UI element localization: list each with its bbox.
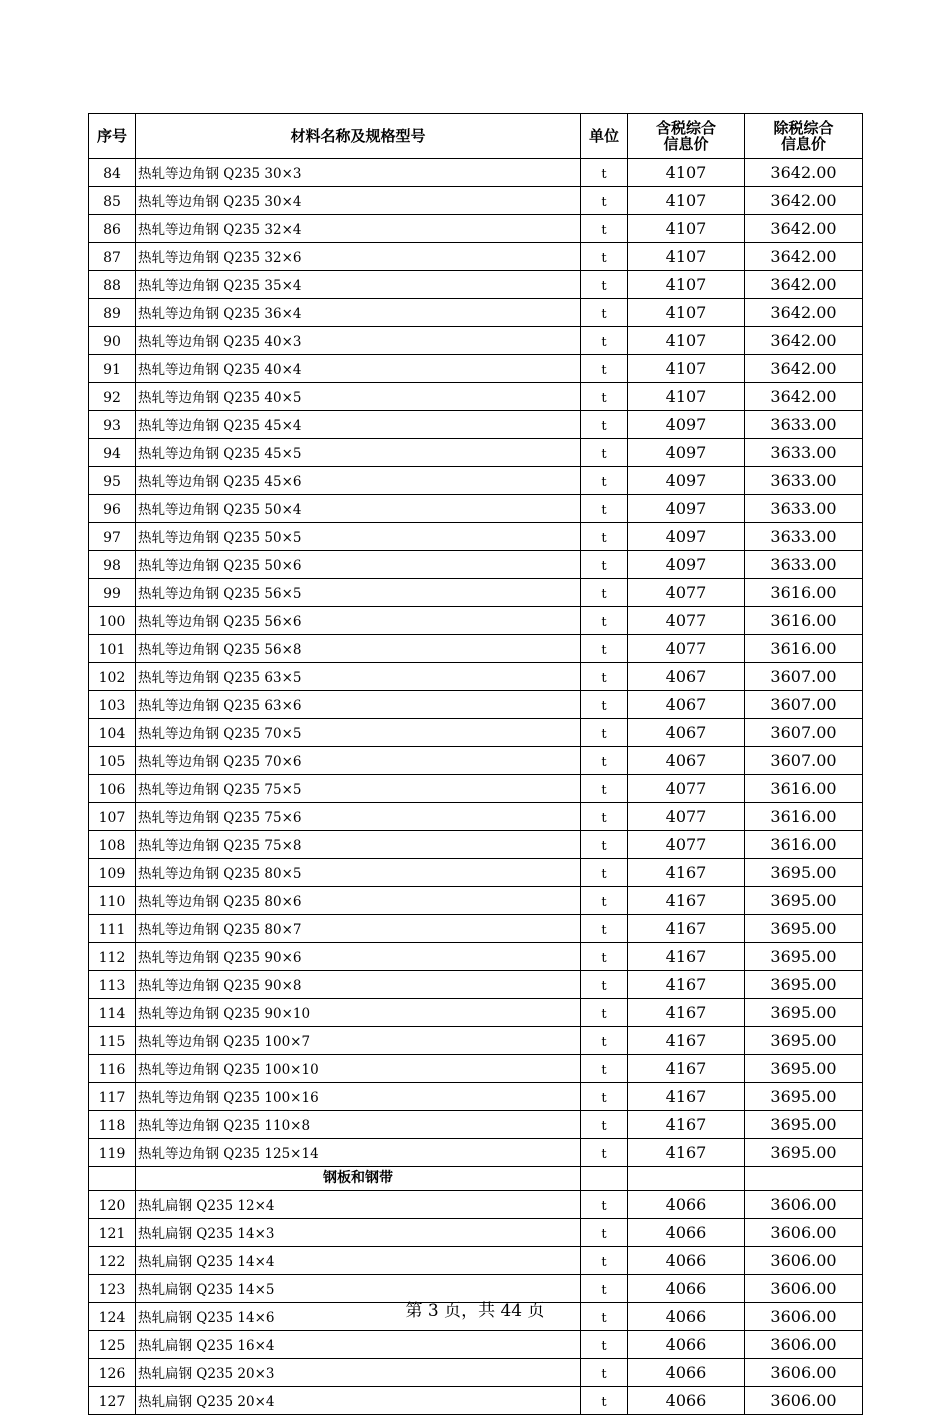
row-price-without-tax: 3695.00 bbox=[745, 887, 863, 915]
row-seq: 110 bbox=[89, 887, 136, 915]
table-row bbox=[89, 299, 863, 327]
row-seq: 99 bbox=[89, 579, 136, 607]
row-unit: t bbox=[581, 607, 628, 635]
row-material-name: 热轧等边角钢 Q235 70×5 bbox=[136, 719, 581, 747]
row-price-without-tax: 3633.00 bbox=[745, 551, 863, 579]
table-row bbox=[89, 1083, 863, 1111]
row-price-with-tax: 4167 bbox=[628, 887, 745, 915]
section-price-cell bbox=[628, 1167, 745, 1191]
row-price-without-tax: 3616.00 bbox=[745, 831, 863, 859]
row-seq: 121 bbox=[89, 1219, 136, 1247]
table-row bbox=[89, 215, 863, 243]
row-seq: 114 bbox=[89, 999, 136, 1027]
table-row bbox=[89, 1219, 863, 1247]
row-seq: 116 bbox=[89, 1055, 136, 1083]
row-price-without-tax: 3616.00 bbox=[745, 775, 863, 803]
row-price-without-tax: 3695.00 bbox=[745, 971, 863, 999]
row-seq: 117 bbox=[89, 1083, 136, 1111]
row-material-name: 热轧等边角钢 Q235 70×6 bbox=[136, 747, 581, 775]
row-price-without-tax: 3695.00 bbox=[745, 1111, 863, 1139]
table-row bbox=[89, 719, 863, 747]
row-material-name: 热轧等边角钢 Q235 36×4 bbox=[136, 299, 581, 327]
row-seq: 98 bbox=[89, 551, 136, 579]
row-price-with-tax: 4066 bbox=[628, 1303, 745, 1331]
row-material-name: 热轧等边角钢 Q235 40×4 bbox=[136, 355, 581, 383]
row-price-without-tax: 3607.00 bbox=[745, 663, 863, 691]
row-unit: t bbox=[581, 1139, 628, 1167]
row-unit: t bbox=[581, 999, 628, 1027]
row-material-name: 热轧等边角钢 Q235 40×3 bbox=[136, 327, 581, 355]
row-price-without-tax: 3606.00 bbox=[745, 1275, 863, 1303]
row-material-name: 热轧等边角钢 Q235 45×4 bbox=[136, 411, 581, 439]
row-unit: t bbox=[581, 915, 628, 943]
row-price-without-tax: 3695.00 bbox=[745, 1083, 863, 1111]
row-seq: 123 bbox=[89, 1275, 136, 1303]
row-price-with-tax: 4066 bbox=[628, 1387, 745, 1415]
row-price-with-tax: 4067 bbox=[628, 719, 745, 747]
row-unit: t bbox=[581, 971, 628, 999]
row-price-without-tax: 3633.00 bbox=[745, 411, 863, 439]
row-price-without-tax: 3695.00 bbox=[745, 859, 863, 887]
row-material-name: 热轧等边角钢 Q235 90×10 bbox=[136, 999, 581, 1027]
row-material-name: 热轧扁钢 Q235 20×4 bbox=[136, 1387, 581, 1415]
row-seq: 96 bbox=[89, 495, 136, 523]
price-table bbox=[88, 113, 863, 1415]
row-seq: 85 bbox=[89, 187, 136, 215]
header-price-with-tax-line1: 含税综合 bbox=[655, 119, 716, 137]
row-price-with-tax: 4107 bbox=[628, 299, 745, 327]
section-unit-cell bbox=[581, 1167, 628, 1191]
table-row bbox=[89, 607, 863, 635]
section-title: 钢板和钢带 bbox=[136, 1167, 581, 1191]
row-material-name: 热轧等边角钢 Q235 45×6 bbox=[136, 467, 581, 495]
row-unit: t bbox=[581, 523, 628, 551]
row-price-with-tax: 4097 bbox=[628, 495, 745, 523]
row-price-with-tax: 4167 bbox=[628, 1083, 745, 1111]
row-material-name: 热轧等边角钢 Q235 90×6 bbox=[136, 943, 581, 971]
row-unit: t bbox=[581, 1055, 628, 1083]
row-seq: 107 bbox=[89, 803, 136, 831]
row-seq: 111 bbox=[89, 915, 136, 943]
row-material-name: 热轧扁钢 Q235 14×6 bbox=[136, 1303, 581, 1331]
table-row bbox=[89, 159, 863, 187]
table-row bbox=[89, 803, 863, 831]
table-row bbox=[89, 411, 863, 439]
row-price-with-tax: 4107 bbox=[628, 327, 745, 355]
row-material-name: 热轧等边角钢 Q235 63×6 bbox=[136, 691, 581, 719]
row-price-without-tax: 3607.00 bbox=[745, 747, 863, 775]
row-price-with-tax: 4077 bbox=[628, 607, 745, 635]
row-seq: 124 bbox=[89, 1303, 136, 1331]
table-row bbox=[89, 271, 863, 299]
row-unit: t bbox=[581, 467, 628, 495]
row-price-with-tax: 4066 bbox=[628, 1275, 745, 1303]
row-price-without-tax: 3606.00 bbox=[745, 1359, 863, 1387]
row-price-without-tax: 3616.00 bbox=[745, 635, 863, 663]
table-row bbox=[89, 971, 863, 999]
row-price-without-tax: 3642.00 bbox=[745, 327, 863, 355]
row-unit: t bbox=[581, 411, 628, 439]
row-seq: 93 bbox=[89, 411, 136, 439]
row-material-name: 热轧扁钢 Q235 20×3 bbox=[136, 1359, 581, 1387]
table-row bbox=[89, 383, 863, 411]
row-price-with-tax: 4167 bbox=[628, 1055, 745, 1083]
row-price-with-tax: 4107 bbox=[628, 159, 745, 187]
row-unit: t bbox=[581, 299, 628, 327]
row-unit: t bbox=[581, 439, 628, 467]
row-seq: 106 bbox=[89, 775, 136, 803]
row-seq: 105 bbox=[89, 747, 136, 775]
row-material-name: 热轧等边角钢 Q235 40×5 bbox=[136, 383, 581, 411]
row-price-with-tax: 4167 bbox=[628, 1139, 745, 1167]
row-unit: t bbox=[581, 1191, 628, 1219]
table-body bbox=[89, 159, 863, 1415]
row-price-with-tax: 4167 bbox=[628, 971, 745, 999]
table-row bbox=[89, 551, 863, 579]
row-unit: t bbox=[581, 271, 628, 299]
table-row bbox=[89, 635, 863, 663]
row-unit: t bbox=[581, 831, 628, 859]
row-price-without-tax: 3606.00 bbox=[745, 1219, 863, 1247]
row-price-with-tax: 4066 bbox=[628, 1219, 745, 1247]
row-material-name: 热轧等边角钢 Q235 90×8 bbox=[136, 971, 581, 999]
table-header-row bbox=[89, 114, 863, 159]
table-row bbox=[89, 439, 863, 467]
row-price-without-tax: 3695.00 bbox=[745, 1027, 863, 1055]
row-price-with-tax: 4107 bbox=[628, 215, 745, 243]
row-material-name: 热轧等边角钢 Q235 75×5 bbox=[136, 775, 581, 803]
row-price-with-tax: 4066 bbox=[628, 1331, 745, 1359]
row-price-without-tax: 3695.00 bbox=[745, 1139, 863, 1167]
row-seq: 115 bbox=[89, 1027, 136, 1055]
row-material-name: 热轧等边角钢 Q235 100×7 bbox=[136, 1027, 581, 1055]
row-unit: t bbox=[581, 691, 628, 719]
row-material-name: 热轧等边角钢 Q235 50×4 bbox=[136, 495, 581, 523]
row-seq: 118 bbox=[89, 1111, 136, 1139]
row-price-without-tax: 3642.00 bbox=[745, 299, 863, 327]
header-price-with-tax bbox=[628, 114, 745, 159]
table-row bbox=[89, 1247, 863, 1275]
row-seq: 90 bbox=[89, 327, 136, 355]
row-price-with-tax: 4097 bbox=[628, 411, 745, 439]
row-unit: t bbox=[581, 663, 628, 691]
row-seq: 125 bbox=[89, 1331, 136, 1359]
table-row bbox=[89, 1359, 863, 1387]
row-seq: 100 bbox=[89, 607, 136, 635]
row-unit: t bbox=[581, 943, 628, 971]
row-material-name: 热轧等边角钢 Q235 50×6 bbox=[136, 551, 581, 579]
row-seq: 101 bbox=[89, 635, 136, 663]
table-row bbox=[89, 495, 863, 523]
table-row bbox=[89, 915, 863, 943]
row-price-with-tax: 4097 bbox=[628, 523, 745, 551]
row-material-name: 热轧等边角钢 Q235 56×8 bbox=[136, 635, 581, 663]
row-price-without-tax: 3642.00 bbox=[745, 271, 863, 299]
table-row bbox=[89, 887, 863, 915]
row-price-without-tax: 3616.00 bbox=[745, 579, 863, 607]
row-unit: t bbox=[581, 1111, 628, 1139]
row-unit: t bbox=[581, 1083, 628, 1111]
row-material-name: 热轧扁钢 Q235 14×5 bbox=[136, 1275, 581, 1303]
row-price-without-tax: 3642.00 bbox=[745, 243, 863, 271]
page-footer: 第 3 页，共 44 页 bbox=[405, 1301, 545, 1321]
row-material-name: 热轧等边角钢 Q235 56×5 bbox=[136, 579, 581, 607]
row-price-with-tax: 4077 bbox=[628, 579, 745, 607]
row-seq: 89 bbox=[89, 299, 136, 327]
row-unit: t bbox=[581, 215, 628, 243]
row-price-with-tax: 4107 bbox=[628, 187, 745, 215]
row-material-name: 热轧扁钢 Q235 12×4 bbox=[136, 1191, 581, 1219]
table-row bbox=[89, 1139, 863, 1167]
row-price-without-tax: 3642.00 bbox=[745, 383, 863, 411]
table-row bbox=[89, 1191, 863, 1219]
row-material-name: 热轧等边角钢 Q235 30×3 bbox=[136, 159, 581, 187]
row-price-without-tax: 3616.00 bbox=[745, 607, 863, 635]
row-seq: 108 bbox=[89, 831, 136, 859]
section-row bbox=[89, 1167, 863, 1191]
row-seq: 87 bbox=[89, 243, 136, 271]
row-unit: t bbox=[581, 775, 628, 803]
row-seq: 109 bbox=[89, 859, 136, 887]
section-price-cell bbox=[745, 1167, 863, 1191]
row-seq: 91 bbox=[89, 355, 136, 383]
row-seq: 104 bbox=[89, 719, 136, 747]
row-unit: t bbox=[581, 579, 628, 607]
row-seq: 112 bbox=[89, 943, 136, 971]
row-price-without-tax: 3606.00 bbox=[745, 1331, 863, 1359]
row-unit: t bbox=[581, 719, 628, 747]
row-price-with-tax: 4167 bbox=[628, 943, 745, 971]
table-row bbox=[89, 747, 863, 775]
row-price-without-tax: 3695.00 bbox=[745, 943, 863, 971]
row-unit: t bbox=[581, 355, 628, 383]
row-material-name: 热轧等边角钢 Q235 100×16 bbox=[136, 1083, 581, 1111]
table-row bbox=[89, 327, 863, 355]
row-price-with-tax: 4107 bbox=[628, 271, 745, 299]
row-material-name: 热轧等边角钢 Q235 63×5 bbox=[136, 663, 581, 691]
row-price-without-tax: 3633.00 bbox=[745, 467, 863, 495]
row-price-with-tax: 4167 bbox=[628, 859, 745, 887]
row-price-with-tax: 4067 bbox=[628, 747, 745, 775]
row-seq: 127 bbox=[89, 1387, 136, 1415]
row-price-without-tax: 3695.00 bbox=[745, 915, 863, 943]
row-seq: 113 bbox=[89, 971, 136, 999]
table-row bbox=[89, 831, 863, 859]
row-unit: t bbox=[581, 887, 628, 915]
row-price-without-tax: 3633.00 bbox=[745, 523, 863, 551]
row-unit: t bbox=[581, 635, 628, 663]
row-material-name: 热轧等边角钢 Q235 30×4 bbox=[136, 187, 581, 215]
row-price-with-tax: 4107 bbox=[628, 243, 745, 271]
row-unit: t bbox=[581, 159, 628, 187]
row-unit: t bbox=[581, 1359, 628, 1387]
table-row bbox=[89, 1387, 863, 1415]
row-unit: t bbox=[581, 1303, 628, 1331]
row-unit: t bbox=[581, 1219, 628, 1247]
row-material-name: 热轧等边角钢 Q235 100×10 bbox=[136, 1055, 581, 1083]
row-material-name: 热轧等边角钢 Q235 110×8 bbox=[136, 1111, 581, 1139]
row-seq: 126 bbox=[89, 1359, 136, 1387]
table-row bbox=[89, 187, 863, 215]
row-material-name: 热轧等边角钢 Q235 125×14 bbox=[136, 1139, 581, 1167]
row-seq: 84 bbox=[89, 159, 136, 187]
row-seq: 122 bbox=[89, 1247, 136, 1275]
row-seq: 119 bbox=[89, 1139, 136, 1167]
row-seq: 102 bbox=[89, 663, 136, 691]
row-seq: 88 bbox=[89, 271, 136, 299]
table-row bbox=[89, 579, 863, 607]
header-name: 材料名称及规格型号 bbox=[136, 114, 581, 159]
row-unit: t bbox=[581, 747, 628, 775]
header-price-without-tax bbox=[745, 114, 863, 159]
row-price-with-tax: 4077 bbox=[628, 635, 745, 663]
row-material-name: 热轧等边角钢 Q235 32×4 bbox=[136, 215, 581, 243]
row-material-name: 热轧扁钢 Q235 14×3 bbox=[136, 1219, 581, 1247]
row-price-without-tax: 3695.00 bbox=[745, 1055, 863, 1083]
table-row bbox=[89, 663, 863, 691]
row-price-with-tax: 4167 bbox=[628, 915, 745, 943]
row-price-without-tax: 3607.00 bbox=[745, 719, 863, 747]
row-material-name: 热轧等边角钢 Q235 32×6 bbox=[136, 243, 581, 271]
header-price-without-tax-line2: 信息价 bbox=[780, 135, 826, 153]
row-price-with-tax: 4107 bbox=[628, 383, 745, 411]
row-price-with-tax: 4066 bbox=[628, 1359, 745, 1387]
row-price-without-tax: 3695.00 bbox=[745, 999, 863, 1027]
row-unit: t bbox=[581, 803, 628, 831]
row-material-name: 热轧等边角钢 Q235 80×7 bbox=[136, 915, 581, 943]
row-unit: t bbox=[581, 1275, 628, 1303]
row-seq: 86 bbox=[89, 215, 136, 243]
row-price-without-tax: 3606.00 bbox=[745, 1191, 863, 1219]
row-price-with-tax: 4077 bbox=[628, 775, 745, 803]
table-row bbox=[89, 523, 863, 551]
row-price-with-tax: 4107 bbox=[628, 355, 745, 383]
row-material-name: 热轧等边角钢 Q235 45×5 bbox=[136, 439, 581, 467]
row-unit: t bbox=[581, 859, 628, 887]
table-row bbox=[89, 355, 863, 383]
row-material-name: 热轧扁钢 Q235 16×4 bbox=[136, 1331, 581, 1359]
table-row bbox=[89, 1027, 863, 1055]
header-price-without-tax-line1: 除税综合 bbox=[773, 119, 834, 137]
row-price-without-tax: 3606.00 bbox=[745, 1247, 863, 1275]
row-material-name: 热轧等边角钢 Q235 35×4 bbox=[136, 271, 581, 299]
row-price-without-tax: 3607.00 bbox=[745, 691, 863, 719]
section-seq-cell bbox=[89, 1167, 136, 1191]
row-price-with-tax: 4077 bbox=[628, 803, 745, 831]
row-price-with-tax: 4167 bbox=[628, 1027, 745, 1055]
table-row bbox=[89, 859, 863, 887]
row-price-with-tax: 4167 bbox=[628, 999, 745, 1027]
row-material-name: 热轧等边角钢 Q235 80×6 bbox=[136, 887, 581, 915]
row-seq: 95 bbox=[89, 467, 136, 495]
row-price-with-tax: 4066 bbox=[628, 1191, 745, 1219]
row-price-without-tax: 3642.00 bbox=[745, 355, 863, 383]
row-unit: t bbox=[581, 1387, 628, 1415]
row-seq: 103 bbox=[89, 691, 136, 719]
row-price-with-tax: 4077 bbox=[628, 831, 745, 859]
row-seq: 120 bbox=[89, 1191, 136, 1219]
table-row bbox=[89, 691, 863, 719]
table-row bbox=[89, 1111, 863, 1139]
row-material-name: 热轧等边角钢 Q235 75×8 bbox=[136, 831, 581, 859]
row-price-without-tax: 3606.00 bbox=[745, 1387, 863, 1415]
header-seq: 序号 bbox=[89, 114, 136, 159]
table-row bbox=[89, 1055, 863, 1083]
row-unit: t bbox=[581, 243, 628, 271]
row-price-with-tax: 4067 bbox=[628, 663, 745, 691]
row-price-with-tax: 4097 bbox=[628, 467, 745, 495]
row-price-without-tax: 3633.00 bbox=[745, 439, 863, 467]
row-material-name: 热轧等边角钢 Q235 75×6 bbox=[136, 803, 581, 831]
row-unit: t bbox=[581, 1331, 628, 1359]
row-material-name: 热轧等边角钢 Q235 80×5 bbox=[136, 859, 581, 887]
row-price-without-tax: 3642.00 bbox=[745, 187, 863, 215]
row-unit: t bbox=[581, 1247, 628, 1275]
row-seq: 92 bbox=[89, 383, 136, 411]
row-material-name: 热轧等边角钢 Q235 50×5 bbox=[136, 523, 581, 551]
row-unit: t bbox=[581, 327, 628, 355]
row-price-with-tax: 4167 bbox=[628, 1111, 745, 1139]
row-price-with-tax: 4067 bbox=[628, 691, 745, 719]
row-price-with-tax: 4097 bbox=[628, 551, 745, 579]
row-seq: 94 bbox=[89, 439, 136, 467]
row-price-without-tax: 3642.00 bbox=[745, 159, 863, 187]
row-material-name: 热轧等边角钢 Q235 56×6 bbox=[136, 607, 581, 635]
header-unit: 单位 bbox=[581, 114, 628, 159]
header-price-with-tax-line2: 信息价 bbox=[663, 135, 709, 153]
row-unit: t bbox=[581, 1027, 628, 1055]
row-unit: t bbox=[581, 383, 628, 411]
row-material-name: 热轧扁钢 Q235 14×4 bbox=[136, 1247, 581, 1275]
row-seq: 97 bbox=[89, 523, 136, 551]
row-price-with-tax: 4066 bbox=[628, 1247, 745, 1275]
row-price-without-tax: 3642.00 bbox=[745, 215, 863, 243]
row-unit: t bbox=[581, 495, 628, 523]
row-price-without-tax: 3633.00 bbox=[745, 495, 863, 523]
table-row bbox=[89, 775, 863, 803]
table-row bbox=[89, 467, 863, 495]
table-row bbox=[89, 243, 863, 271]
table-row bbox=[89, 1331, 863, 1359]
row-unit: t bbox=[581, 187, 628, 215]
row-price-with-tax: 4097 bbox=[628, 439, 745, 467]
row-price-without-tax: 3606.00 bbox=[745, 1303, 863, 1331]
table-row bbox=[89, 943, 863, 971]
row-unit: t bbox=[581, 551, 628, 579]
table-row bbox=[89, 999, 863, 1027]
row-price-without-tax: 3616.00 bbox=[745, 803, 863, 831]
